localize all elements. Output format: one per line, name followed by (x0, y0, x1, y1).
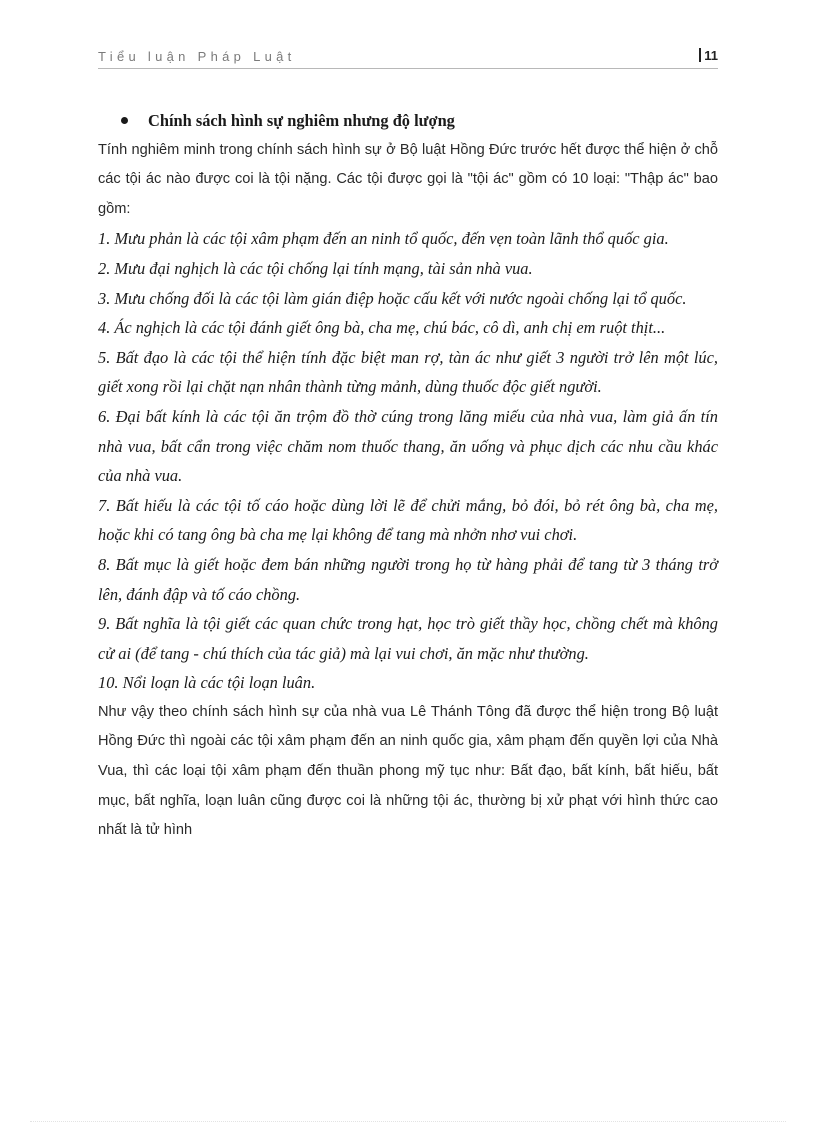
conclusion-paragraph: Như vậy theo chính sách hình sự của nhà vua Lê Thánh Tông đã được thể hiện trong Bộ luật Hồng Đức thì ngoài các tội xâm phạm đến an ninh quốc gia, xâm phạm đến quyền lợi của Nhà Vua, thì các loại tội xâm phạm đến thuần phong mỹ tục như: Bất đạo, bất kính, bất hiếu, bất mục, bất nghĩa, loạn luân cũng được coi là những tội ác, thường bị xử phạt với hình thức cao nhất là tử hình (98, 703, 718, 839)
list-item-6: 6. Đại bất kính là các tội ăn trộm đồ thờ cúng trong lăng miếu của nhà vua, làm giả ấn tín nhà vua, bất cẩn trong việc chăm nom thuốc thang, ăn uống và phục dịch các nhu cầu khác của nhà vua. (98, 406, 718, 486)
list-item-7: 7. Bất hiếu là các tội tố cáo hoặc dùng lời lẽ để chửi mắng, bỏ đói, bỏ rét ông bà, cha mẹ, hoặc khi có tang ông bà cha mẹ lại không để tang mà nhởn nhơ vui chơi. (98, 495, 718, 545)
header-divider (98, 68, 718, 69)
section-heading (98, 106, 718, 136)
page-number-divider (699, 48, 701, 62)
section-heading-text: Chính sách hình sự nghiêm nhưng độ lượng (148, 111, 455, 130)
header-title: Tiểu luận Pháp Luật (98, 49, 296, 64)
list-item-2: 2. Mưu đại nghịch là các tội chống lại tính mạng, tài sản nhà vua. (98, 258, 533, 278)
page-header (98, 47, 718, 69)
page-number (699, 48, 718, 63)
intro-paragraph: Tính nghiêm minh trong chính sách hình sự ở Bộ luật Hồng Đức trước hết được thể hiện ở chỗ các tội ác nào được coi là tội nặng. Các tội được gọi là "tội ác" gồm có 10 loại: "Thập ác" bao gồm: (98, 141, 718, 217)
page-number-value: 11 (704, 48, 718, 63)
list-item-1: 1. Mưu phản là các tội xâm phạm đến an ninh tổ quốc, đến vẹn toàn lãnh thổ quốc gia. (98, 229, 669, 249)
list-item-10: 10. Nổi loạn là các tội loạn luân. (98, 673, 316, 693)
document-body (98, 106, 718, 846)
list-item-9: 9. Bất nghĩa là tội giết các quan chức trong hạt, học trò giết thầy học, chồng chết mà không cử ai (để tang - chú thích của tác giả) mà lại vui chơi, ăn mặc như thường. (98, 614, 718, 663)
list-item-8: 8. Bất mục là giết hoặc đem bán những người trong họ từ hàng phải để tang từ 3 tháng trở lên, đánh đập và tố cáo chồng. (98, 554, 718, 604)
page-bottom-border (30, 1121, 786, 1122)
list-item-3: 3. Mưu chống đối là các tội làm gián điệp hoặc cấu kết với nước ngoài chống lại tổ quốc. (98, 288, 687, 308)
list-item-5: 5. Bất đạo là các tội thể hiện tính đặc biệt man rợ, tàn ác như giết 3 người trở lên một lúc, giết xong rồi lại chặt nạn nhân thành từng mảnh, dùng thuốc độc giết người. (98, 347, 718, 397)
list-item-4: 4. Ác nghịch là các tội đánh giết ông bà, cha mẹ, chú bác, cô dì, anh chị em ruột thịt... (98, 318, 666, 338)
bullet-icon (121, 117, 128, 124)
